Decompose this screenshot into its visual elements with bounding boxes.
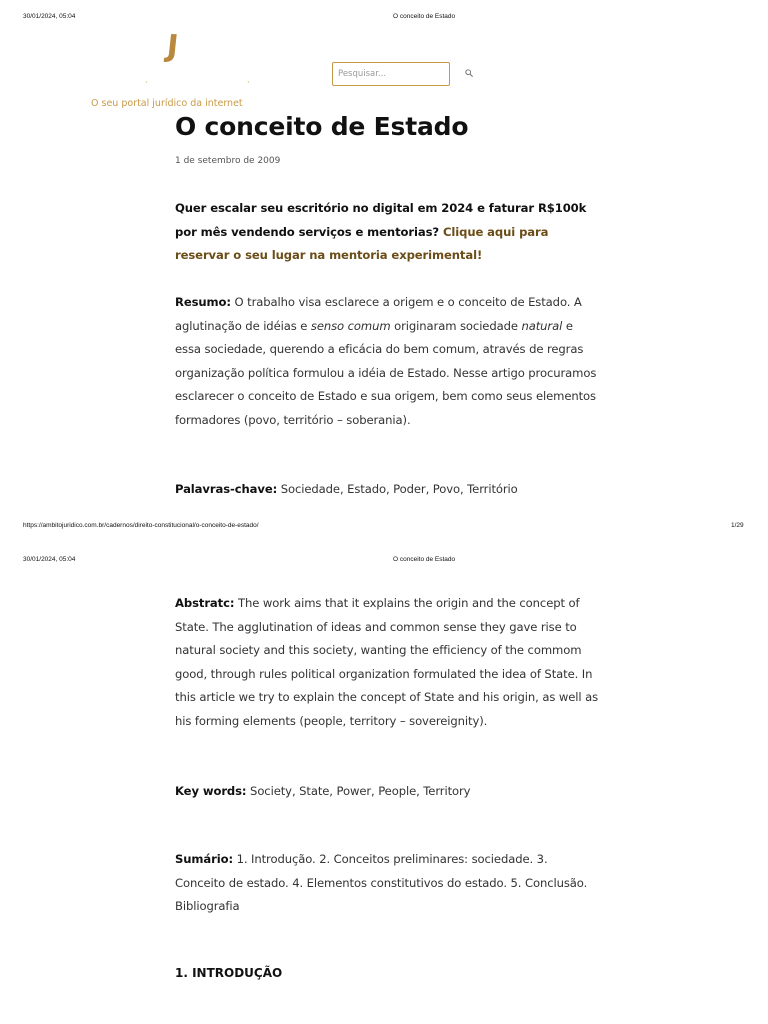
site-tagline: O seu portal jurídico da internet [91,98,243,109]
print-footer-url: https://ambitojuridico.com.br/cadernos/direito-constitucional/o-conceito-de-estado/ [23,522,259,529]
sumario-label: Sumário: [175,852,234,866]
print-header-title-2: O conceito de Estado [393,556,456,563]
article-title: O conceito de Estado [175,112,469,141]
keywords-text: Society, State, Power, People, Territory [246,784,471,798]
promo-text: Quer escalar seu escritório no digital em 2024 e faturar R$100k por mês vendendo serviços e mentorias? [175,201,587,239]
site-logo-mark: J [165,29,181,64]
abstract-text: The work aims that it explains the origin and the concept of State. The agglutination of ideas and common sense they gave rise to natural society and this society, wanting the efficiency of the commom good, through rules political organization formulated the idea of State. In this article we try to explain the concept of State and his origin, as well as his forming elements (people, territory – sovereignity). [175,596,599,728]
palavras-chave-text: Sociedade, Estado, Poder, Povo, Território [277,482,518,496]
sumario-text: 1. Introdução. 2. Conceitos preliminares: sociedade. 3. Conceito de estado. 4. Elementos constitutivos do estado. 5. Conclusão. Bibliografia [175,852,588,913]
sumario-paragraph [175,848,600,919]
logo-ornament-right: · [247,78,250,87]
abstract-label: Abstratc: [175,596,235,610]
resumo-text-2: originaram sociedade [390,318,522,333]
print-header-datetime: 30/01/2024, 05:04 [23,13,76,20]
article-date: 1 de setembro de 2009 [175,156,281,166]
section-heading-introducao: 1. INTRODUÇÃO [175,966,283,980]
promo-paragraph [175,197,600,268]
mentoria-link[interactable]: Clique aqui para reservar o seu lugar na mentoria experimental! [175,224,549,262]
resumo-label: Resumo: [175,295,231,309]
abstract-paragraph [175,592,600,733]
resumo-italic-2: natural [521,318,563,333]
palavras-chave-label: Palavras-chave: [175,482,278,496]
keywords-paragraph [175,780,600,804]
search-input[interactable] [332,62,450,86]
logo-ornament-left: · [145,78,148,87]
print-header-title: O conceito de Estado [393,13,456,20]
resumo-italic-1: senso comum [310,318,391,333]
resumo-paragraph [175,291,600,432]
search-icon[interactable] [465,69,473,77]
print-footer-page: 1/29 [731,522,744,529]
print-header-datetime-2: 30/01/2024, 05:04 [23,556,76,563]
palavras-chave-paragraph [175,478,600,502]
keywords-label: Key words: [175,784,247,798]
resumo-text-1: O trabalho visa esclarece a origem e o conceito de Estado. A aglutinação de idéias e [175,295,582,333]
resumo-text-3: e essa sociedade, querendo a eficácia do bem comum, através de regras organização política formulou a idéia de Estado. Nesse artigo procuramos esclarecer o conceito de Estado e sua origem, bem como seus elementos formadores (povo, território – soberania). [175,318,597,427]
